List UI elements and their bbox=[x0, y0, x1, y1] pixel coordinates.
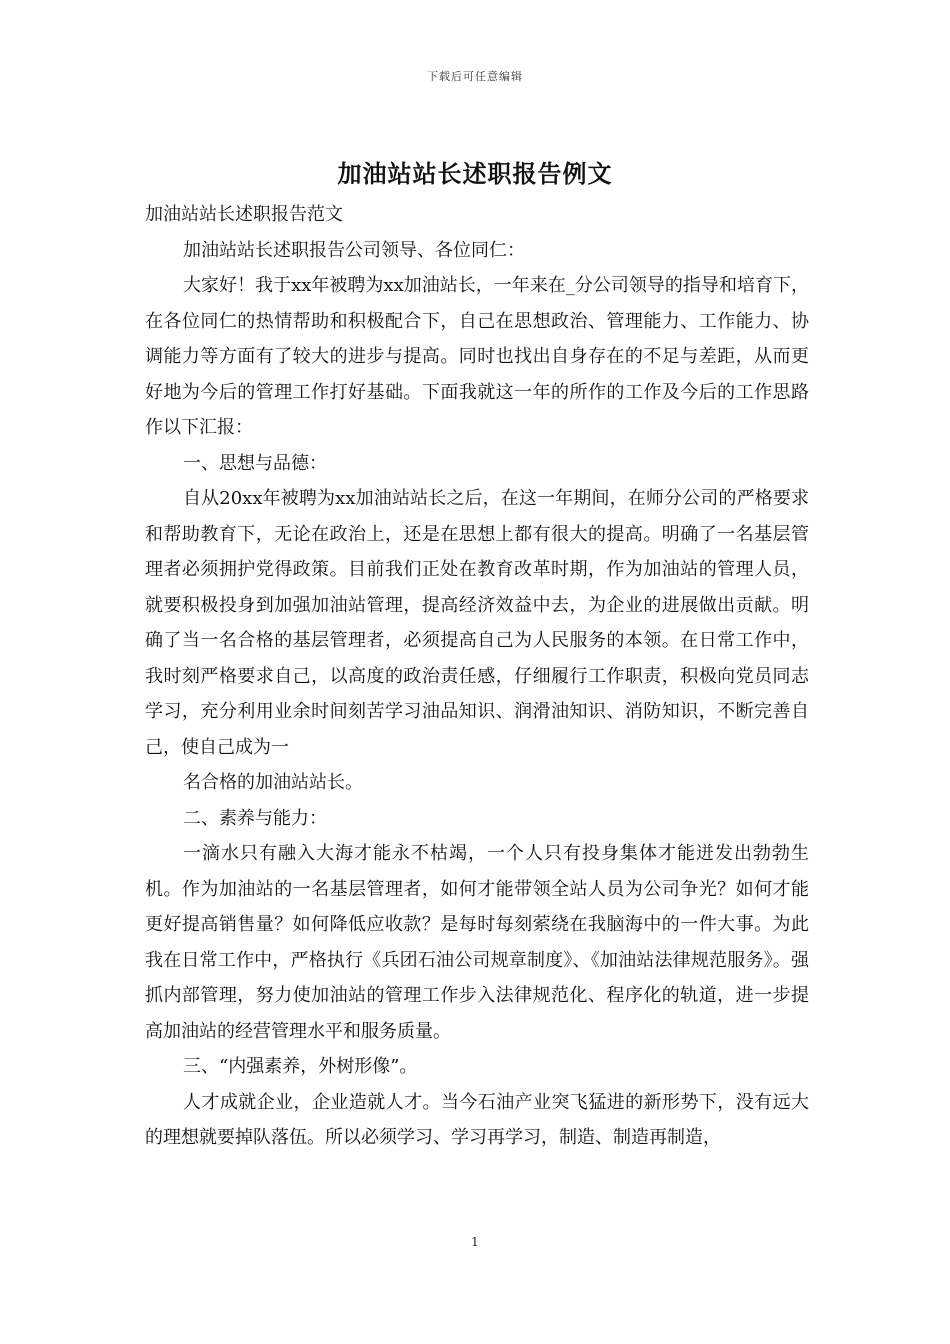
section-heading-1: 一、思想与品德： bbox=[183, 452, 327, 474]
paragraph-subtitle: 加油站站长述职报告范文 bbox=[145, 204, 343, 225]
page-number: 1 bbox=[471, 1235, 479, 1249]
section-heading-2: 二、素养与能力： bbox=[183, 807, 327, 829]
paragraph-salutation: 加油站站长述职报告公司领导、各位同仁： bbox=[183, 239, 525, 261]
paragraph-section-3: 人才成就企业，企业造就人才。当今石油产业突飞猛进的新形势下，没有远大的理想就要掉队落伍。所以必须学习、学习再学习，制造、制造再制造， bbox=[145, 1091, 809, 1148]
paragraph-section-1-continued: 名合格的加油站站长。 bbox=[183, 772, 363, 793]
paragraph-section-1: 自从20xx年被聘为xx加油站站长之后，在这一年期间，在师分公司的严格要求和帮助教育下，无论在政治上，还是在思想上都有很大的提高。明确了一名基层管理者必须拥护党得政策。目前我们正处在教育改革时期，作为加油站的管理人员，就要积极投身到加强加油站管理，提高经济效益中去，为企业的进展做出贡献。明确了当一名合格的基层管理者，必须提高自己为人民服务的本领。在日常工作中，我时刻严格要求自己，以高度的政治责任感，仔细履行工作职责，积极向党员同志学习，充分利用业余时间刻苦学习油品知识、润滑油知识、消防知识，不断完善自己，使自己成为一 bbox=[145, 488, 809, 758]
document-title: 加油站站长述职报告例文 bbox=[337, 159, 613, 188]
document-body bbox=[145, 197, 809, 1156]
paragraph-section-2: 一滴水只有融入大海才能永不枯竭，一个人只有投身集体才能迸发出勃勃生机。作为加油站的一名基层管理者，如何才能带领全站人员为公司争光？如何才能更好提高销售量？如何降低应收款？是每时每刻萦绕在我脑海中的一件大事。为此我在日常工作中，严格执行《兵团石油公司规章制度》、《加油站法律规范服务》。强抓内部管理，努力使加油站的管理工作步入法律规范化、程序化的轨道，进一步提高加油站的经营管理水平和服务质量。 bbox=[145, 843, 809, 1042]
header-note: 下载后可任意编辑 bbox=[427, 70, 523, 83]
paragraph-intro: 大家好！我于xx年被聘为xx加油站长，一年来在_分公司领导的指导和培育下，在各位同仁的热情帮助和积极配合下，自己在思想政治、管理能力、工作能力、协调能力等方面有了较大的进步与提高。同时也找出自身存在的不足与差距，从而更好地为今后的管理工作打好基础。下面我就这一年的所作的工作及今后的工作思路作以下汇报： bbox=[145, 275, 809, 438]
section-heading-3: 三、“内强素养，外树形像”。 bbox=[183, 1056, 418, 1077]
